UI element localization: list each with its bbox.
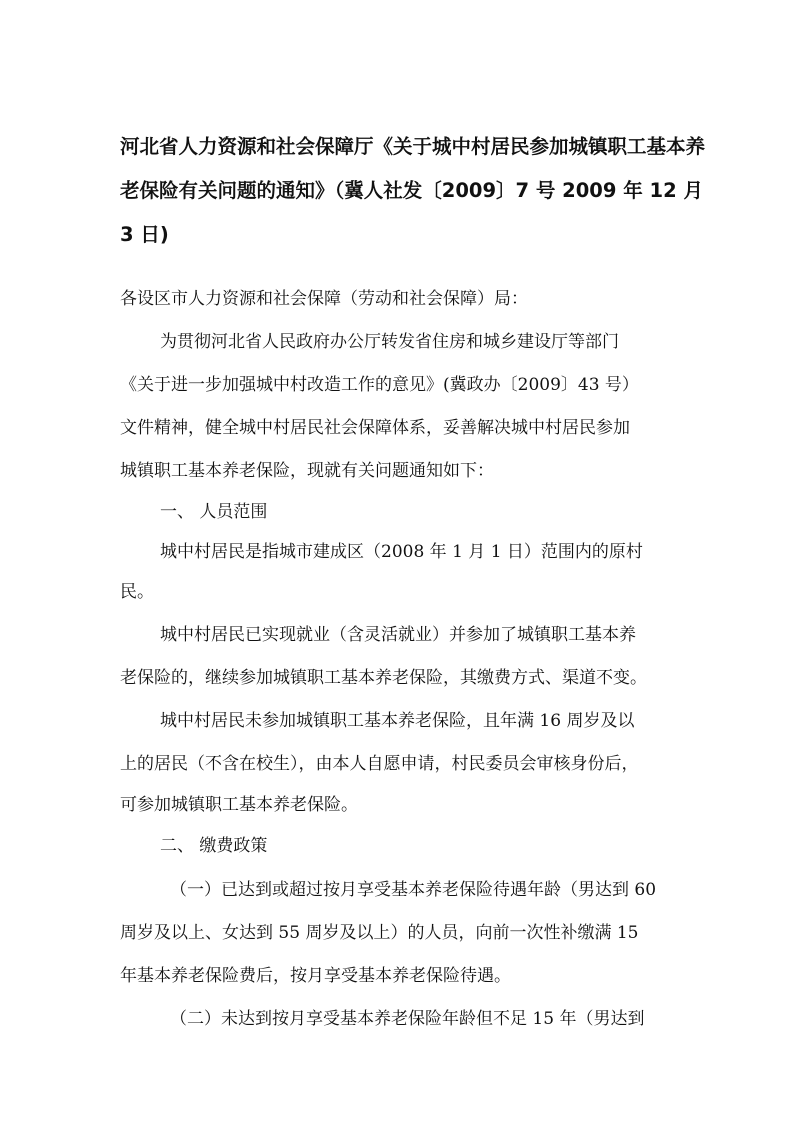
body-line: （一）已达到或超过按月享受基本养老保险待遇年龄（男达到 60 xyxy=(170,880,657,900)
body-line: 上的居民（不含在校生），由本人自愿申请，村民委员会审核身份后， xyxy=(120,754,639,774)
title-line: 老保险有关问题的通知》（冀人社发〔2009〕7 号 2009 年 12 月 xyxy=(120,179,703,202)
section-heading: 一、 人员范围 xyxy=(160,502,268,522)
body-line: 周岁及以上、女达到 55 周岁及以上）的人员，向前一次性补缴满 15 xyxy=(120,923,639,943)
body-line: 城镇职工基本养老保险，现就有关问题通知如下： xyxy=(120,461,494,481)
body-line: 老保险的，继续参加城镇职工基本养老保险，其缴费方式、渠道不变。 xyxy=(120,668,647,688)
body-line: 城中村居民未参加城镇职工基本养老保险，且年满 16 周岁及以 xyxy=(160,711,635,731)
section-heading: 二、 缴费政策 xyxy=(160,836,268,856)
body-line: 城中村居民是指城市建成区（2008 年 1 月 1 日）范围内的原村 xyxy=(160,542,643,562)
body-line: 城中村居民已实现就业（含灵活就业）并参加了城镇职工基本养 xyxy=(160,625,636,645)
body-line: 为贯彻河北省人民政府办公厅转发省住房和城乡建设厅等部门 xyxy=(160,332,619,352)
body-line: 文件精神，健全城中村居民社会保障体系，妥善解决城中村居民参加 xyxy=(120,418,630,438)
body-line: 可参加城镇职工基本养老保险。 xyxy=(120,795,358,815)
body-line: （二）未达到按月享受基本养老保险年龄但不足 15 年（男达到 xyxy=(170,1009,645,1029)
title-line: 河北省人力资源和社会保障厅《关于城中村居民参加城镇职工基本养 xyxy=(120,135,706,158)
title-line: 3 日) xyxy=(120,223,169,246)
body-line: 年基本养老保险费后，按月享受基本养老保险待遇。 xyxy=(120,966,511,986)
document-title xyxy=(120,125,706,257)
salutation: 各设区市人力资源和社会保障（劳动和社会保障）局： xyxy=(120,289,528,309)
body-line: 民。 xyxy=(120,582,154,602)
body-line: 《关于进一步加强城中村改造工作的意见》(冀政办〔2009〕43 号） xyxy=(120,375,639,395)
